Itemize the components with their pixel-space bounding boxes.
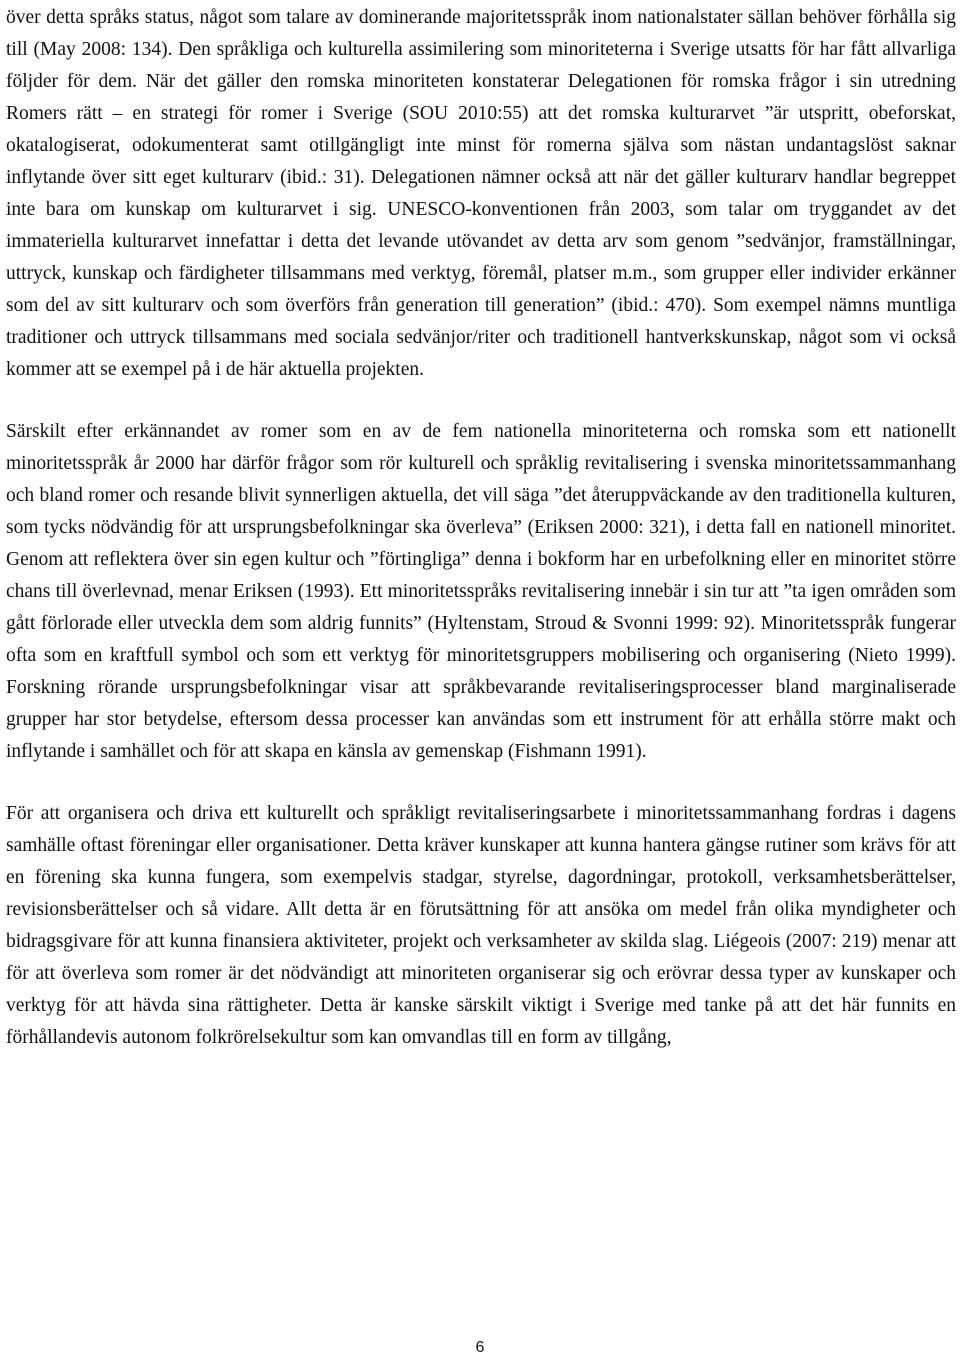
body-paragraph-1: över detta språks status, något som talare av dominerande majoritetsspråk inom nationalstater sällan behöver förhålla sig till (May 2008: 134). Den språkliga och kulturella assimilering som minoriteterna i Sverige utsatts för har fått allvarliga följder för dem. När det gäller den romska minoriteten konstaterar Delegationen för romska frågor i sin utredning Romers rätt – en strategi för romer i Sverige (SOU 2010:55) att det romska kulturarvet ”är utspritt, obeforskat, okatalogiserat, odokumenterat samt otillgängligt inte minst för romerna själva som nästan undantagslöst saknar inflytande över sitt eget kulturarv (ibid.: 31). Delegationen nämner också att när det gäller kulturarv handlar begreppet inte bara om kunskap om kulturarvet i sig. UNESCO-konventionen från 2003, som talar om tryggandet av det immateriella kulturarvet innefattar i detta det levande utövandet av detta arv som genom ”sedvänjor, framställningar, uttryck, kunskap och färdigheter tillsammans med verktyg, föremål, platser m.m., som grupper eller individer erkänner som del av sitt kulturarv och som överförs från generation till generation” (ibid.: 470). Som exempel nämns muntliga traditioner och uttryck tillsammans med sociala sedvänjor/riter och traditionell hantverkskunskap, något som vi också kommer att se exempel på i de här aktuella projekten.	[6, 7, 956, 380]
page-number: 6	[475, 1339, 485, 1356]
body-paragraph-2: Särskilt efter erkännandet av romer som en av de fem nationella minoriteterna och romska som ett nationellt minoritetsspråk år 2000 har därför frågor som rör kulturell och språklig revitalisering i svenska minoritetssammanhang och bland romer och resande blivit synnerligen aktuella, det vill säga ”det återuppväckande av den traditionella kulturen, som tycks nödvändig för att ursprungsbefolkningar ska överleva” (Eriksen 2000: 321), i detta fall en nationell minoritet. Genom att reflektera över sin egen kultur och ”förtingliga” denna i bokform har en urbefolkning eller en minoritet större chans till överlevnad, menar Eriksen (1993). Ett minoritetsspråks revitalisering innebär i sin tur att ”ta igen områden som gått förlorade eller utveckla dem som aldrig funnits” (Hyltenstam, Stroud & Svonni 1999: 92). Minoritetsspråk fungerar ofta som en kraftfull symbol och som ett verktyg för minoritetsgruppers mobilisering och organisering (Nieto 1999). Forskning rörande ursprungsbefolkningar visar att språkbevarande revitaliseringsprocesser bland marginaliserade grupper har stor betydelse, eftersom dessa processer kan användas som ett instrument för att erhålla större makt och inflytande i samhället och för att skapa en känsla av gemenskap (Fishmann 1991).	[6, 421, 956, 762]
body-paragraph-3: För att organisera och driva ett kulturellt och språkligt revitaliseringsarbete i minoritetssammanhang fordras i dagens samhälle oftast föreningar eller organisationer. Detta kräver kunskaper att kunna hantera gängse rutiner som krävs för att en förening ska kunna fungera, som exempelvis stadgar, styrelse, dagordningar, protokoll, verksamhetsberättelser, revisionsberättelser och så vidare. Allt detta är en förutsättning för att ansöka om medel från olika myndigheter och bidragsgivare för att kunna finansiera aktiviteter, projekt och verksamheter av skilda slag. Liégeois (2007: 219) menar att för att överleva som romer är det nödvändigt att minoriteten organiserar sig och erövrar dessa typer av kunskaper och verktyg för att hävda sina rättigheter. Detta är kanske särskilt viktigt i Sverige med tanke på att det här funnits en förhållandevis autonom folkrörelsekultur som kan omvandlas till en form av tillgång,	[6, 803, 956, 1048]
